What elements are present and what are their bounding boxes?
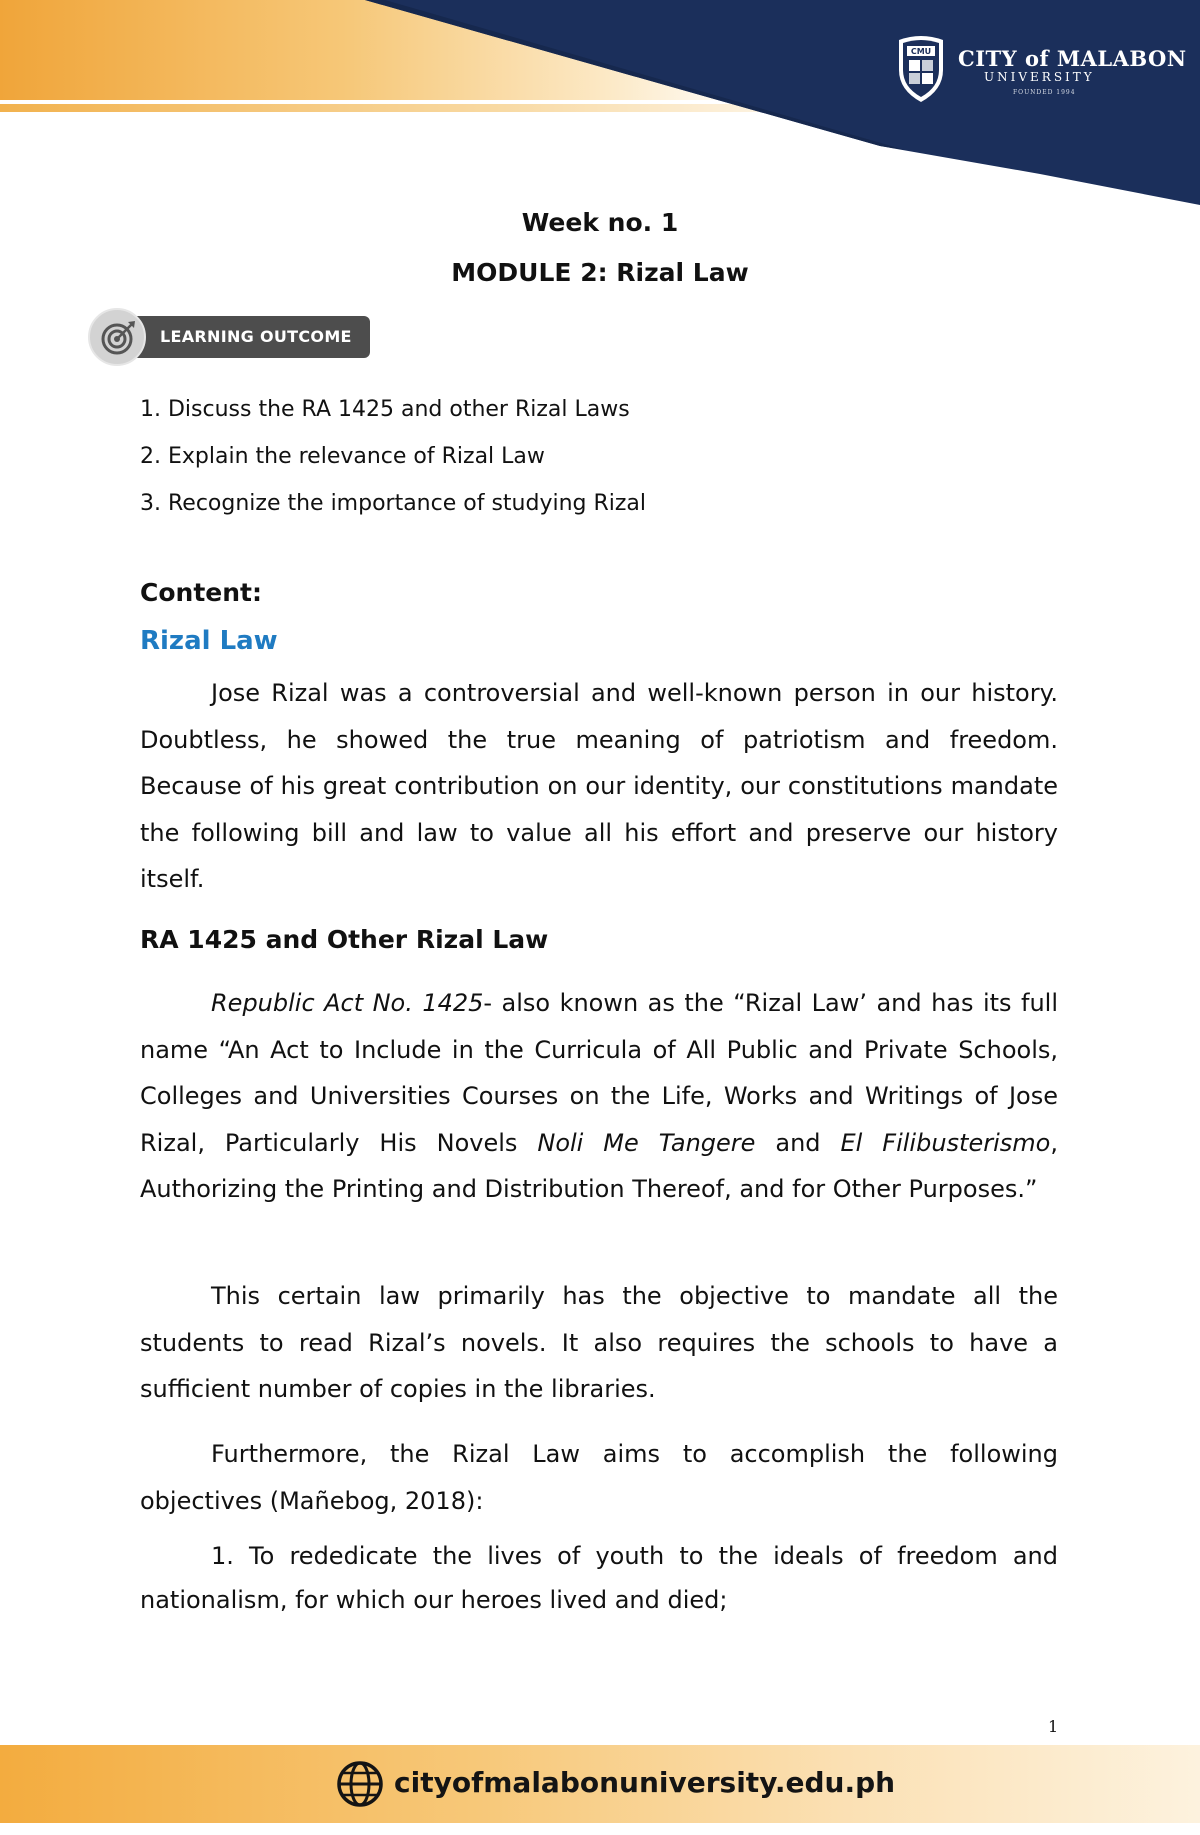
- act-name: Republic Act No. 1425: [211, 989, 484, 1017]
- ra-text-1: - also known as the “Rizal Law’ and has its full name “An Act to Include in the Curricula of All Public and Private Schools, Colleges and Universities Courses on the Life, Works and Writings of Jose Rizal, Particularly His Novels: [140, 989, 1059, 1157]
- outcome-item-1: 1. Discuss the RA 1425 and other Rizal Laws: [140, 397, 630, 422]
- footer-website-url: cityofmalabonuniversity.edu.ph: [394, 1766, 896, 1799]
- section-title-rizal-law: Rizal Law: [140, 626, 278, 656]
- page-number: 1: [1048, 1717, 1059, 1736]
- intro-paragraph: Jose Rizal was a controversial and well-known person in our history. Doubtless, he showed the true meaning of patriotism and freedom. Because of his great contribution on our identity, our constitutions mandate the following bill and law to value all his effort and preserve our history itself.: [140, 679, 1058, 893]
- university-title: CITY of MALABON: [958, 46, 1187, 71]
- novel-noli: Noli Me Tangere: [537, 1128, 756, 1157]
- ra-text-3: , Authorizing the Printing and Distribution Thereof, and for Other Purposes.”: [140, 1128, 1058, 1203]
- outcome-item-3: 3. Recognize the importance of studying Rizal: [140, 491, 647, 516]
- globe-icon: [336, 1760, 384, 1808]
- university-logo: [895, 34, 1187, 106]
- furthermore-paragraph: Furthermore, the Rizal Law aims to accomplish the following objectives (Mañebog, 2018):: [140, 1440, 1058, 1515]
- learning-outcome-circle: [88, 308, 146, 366]
- objective-item-1: 1. To rededicate the lives of youth to the ideals of freedom and nationalism, for which our heroes lived and died;: [140, 1542, 1058, 1614]
- week-title: Week no. 1: [521, 208, 679, 237]
- ra-1425-heading: RA 1425 and Other Rizal Law: [140, 925, 549, 954]
- shield-logo-icon: [895, 34, 947, 104]
- learning-outcome-badge: [88, 308, 370, 368]
- university-founded: FOUNDED 1994: [1013, 89, 1076, 96]
- outcome-item-2: 2. Explain the relevance of Rizal Law: [140, 444, 545, 469]
- objective-paragraph: This certain law primarily has the objective to mandate all the students to read Rizal’s novels. It also requires the schools to have a sufficient number of copies in the libraries.: [140, 1282, 1058, 1403]
- ra-1425-paragraph: [140, 980, 1058, 1213]
- target-icon: [99, 319, 137, 357]
- content-heading: Content:: [140, 578, 262, 607]
- svg-text:CMU: CMU: [910, 47, 932, 56]
- learning-outcome-label: LEARNING OUTCOME: [160, 327, 352, 346]
- novel-fili: El Filibusterismo: [840, 1128, 1051, 1157]
- module-title: MODULE 2: Rizal Law: [451, 258, 749, 287]
- ra-text-2: and: [755, 1128, 841, 1157]
- university-subtitle: UNIVERSITY: [984, 70, 1095, 84]
